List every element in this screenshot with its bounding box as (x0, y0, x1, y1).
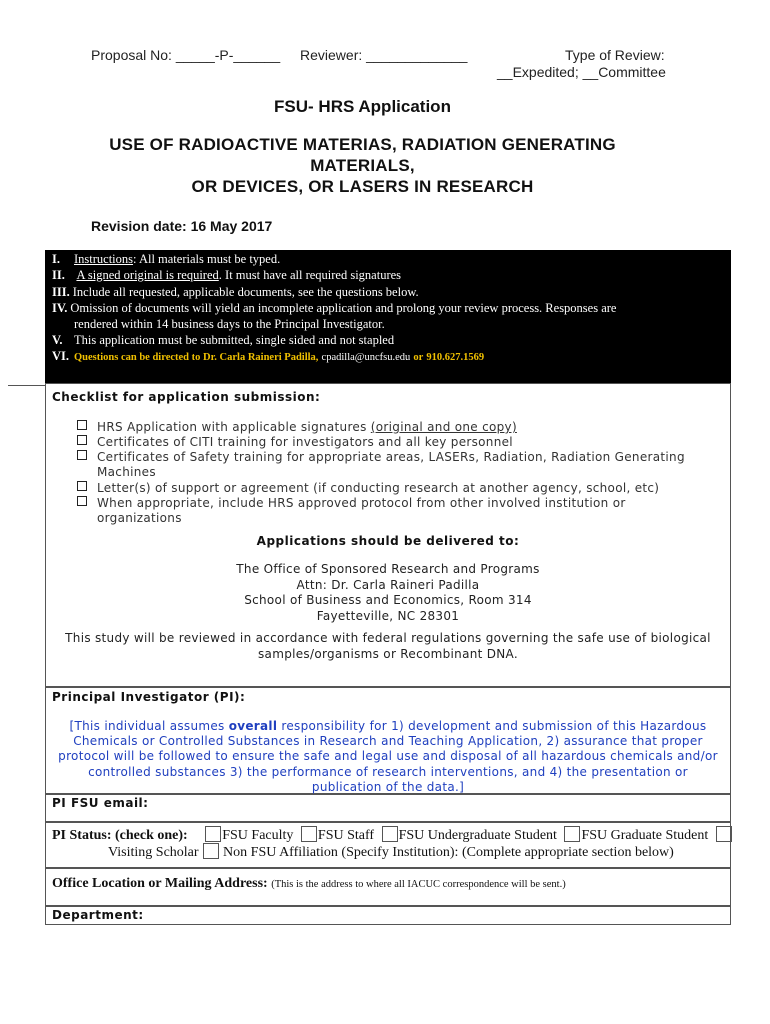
instructions-box: I. Instructions: All materials must be typed. II. A signed original is required. It must have all required signatures III. Include all requested, applicable documents, see the questions below. IV. Omission of documents will yield an incomplete application and prolong your review process. Responses are rendered within 14 business days to the Principal Investigator. V. This application must be submitted, single sided and not stapled VI. Questions can be directed to Dr. Carla Raineri Padilla, cpadilla@uncfsu.edu or 910.627.1569 (45, 250, 731, 383)
pi-email-label: PI FSU email: (52, 796, 149, 810)
delivery-address: The Office of Sponsored Research and Programs Attn: Dr. Carla Raineri Padilla School of Business and Economics, Room 314 Fayetteville, NC 28301 (236, 562, 540, 623)
main-title: USE OF RADIOACTIVE MATERIAS, RADIATION GENERATING MATERIALS, OR DEVICES, OR LASERS IN RESEARCH (109, 135, 616, 196)
checkbox-icon[interactable] (77, 420, 87, 430)
checkbox-icon[interactable] (77, 481, 87, 491)
checklist-item: HRS Application with applicable signatures (original and one copy) (77, 420, 517, 435)
review-type-label: Type of Review: (565, 47, 665, 63)
checkbox-icon[interactable] (716, 826, 732, 842)
department-row (45, 906, 731, 925)
review-type-options: __Expedited; __Committee (497, 64, 666, 80)
instruction-3: III. Include all requested, applicable documents, see the questions below. (52, 285, 419, 299)
pi-status-label: PI Status: (check one): (52, 828, 188, 843)
pi-status-line2: Visiting Scholar Non FSU Affiliation (Specify Institution): (Complete appropriate section below) (108, 845, 674, 860)
proposal-number: Proposal No: _____-P-______ (91, 47, 281, 63)
checklist-item: Certificates of CITI training for investigators and all key personnel (77, 435, 513, 450)
department-label: Department: (52, 908, 144, 922)
checkbox-icon[interactable] (301, 826, 317, 842)
checkbox-icon[interactable] (203, 843, 219, 859)
divider (8, 385, 46, 386)
pi-status-line1: PI Status: (check one): FSU Faculty FSU Staff FSU Undergraduate Student FSU Graduate Student (52, 826, 733, 844)
checklist-item: When appropriate, include HRS approved protocol from other involved institution or organizations (77, 496, 626, 526)
checklist-item: Certificates of Safety training for appropriate areas, LASERs, Radiation, Radiation Generating Machines (77, 450, 685, 480)
instruction-1: I. Instructions: All materials must be typed. (52, 252, 281, 266)
pi-description: [This individual assumes overall responsibility for 1) development and submission of this Hazardous Chemicals or Controlled Substances in Research and Teaching Application, 2) assurance that proper protocol will be followed to ensure the safe and legal use and disposal of all hazardous chemicals and/or controlled substances 3) the performance of research interventions, and 4) the presentation or publication of the data.] (58, 719, 718, 794)
instruction-6: VI. Questions can be directed to Dr. Carla Raineri Padilla, cpadilla@uncfsu.edu or 910.627.1569 (52, 349, 485, 363)
checkbox-icon[interactable] (205, 826, 221, 842)
office-label: Office Location or Mailing Address: (This is the address to where all IACUC correspondence will be sent.) (52, 876, 566, 891)
checkbox-icon[interactable] (382, 826, 398, 842)
instruction-4: IV. Omission of documents will yield an incomplete application and prolong your review process. Responses are (52, 301, 617, 315)
review-note: This study will be reviewed in accordance with federal regulations governing the safe use of biological samples/organisms or Recombinant DNA. (65, 631, 711, 661)
checklist-item: Letter(s) of support or agreement (if conducting research at another agency, school, etc) (77, 481, 659, 496)
instruction-2: II. A signed original is required. It must have all required signatures (52, 268, 402, 282)
instruction-5: V. This application must be submitted, single sided and not stapled (52, 333, 395, 347)
checkbox-icon[interactable] (77, 496, 87, 506)
pi-heading: Principal Investigator (PI): (52, 690, 246, 704)
form-title: FSU- HRS Application (274, 97, 451, 116)
checklist-heading: Checklist for application submission: (52, 390, 321, 404)
checkbox-icon[interactable] (77, 450, 87, 460)
checkbox-icon[interactable] (564, 826, 580, 842)
delivery-heading: Applications should be delivered to: (256, 534, 520, 548)
reviewer-field: Reviewer: _____________ (300, 47, 468, 63)
checkbox-icon[interactable] (77, 435, 87, 445)
revision-date: Revision date: 16 May 2017 (91, 218, 273, 234)
